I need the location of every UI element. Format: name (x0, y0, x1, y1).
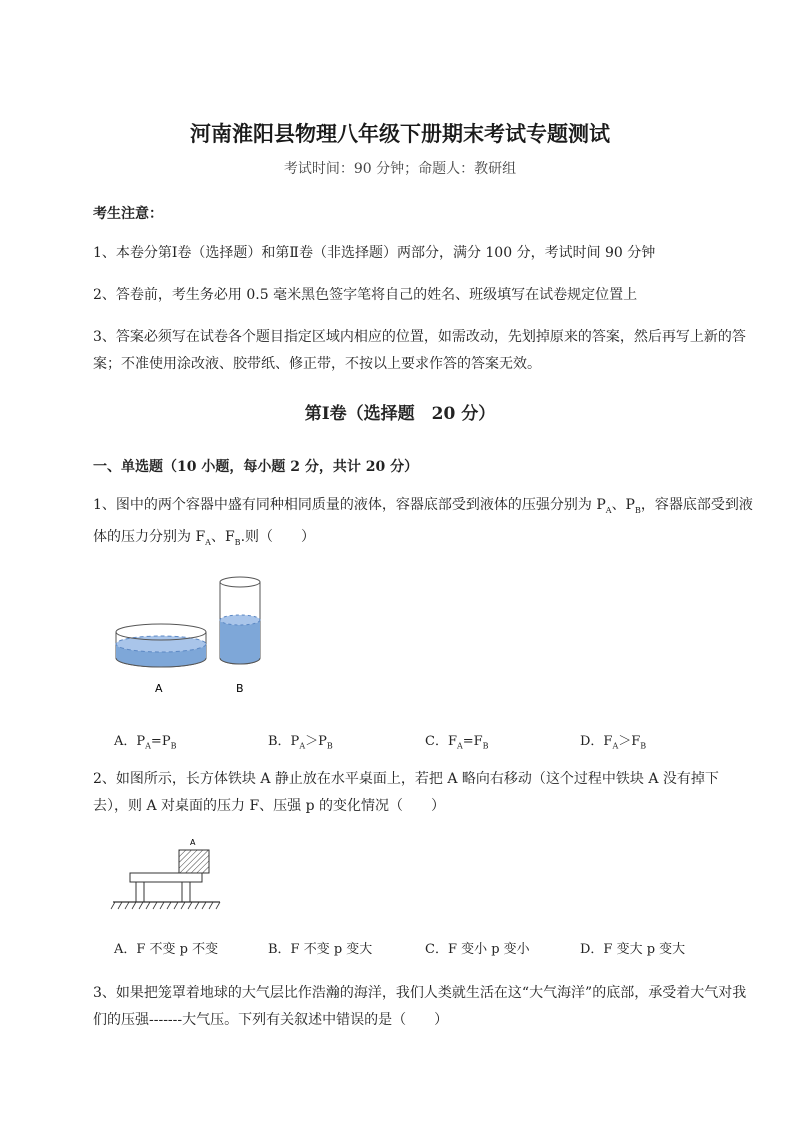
table-leg-right (182, 882, 190, 902)
q1-opt-d-text: D．F (580, 734, 613, 749)
q1-opt-a-text: A．P (114, 734, 146, 749)
table-leg-left (136, 882, 144, 902)
q1-opt-a-sub2: B (170, 741, 177, 751)
q1-opt-b-mid: ＞P (305, 734, 327, 749)
block-label: A (190, 838, 196, 847)
q1-opt-a-mid: =P (150, 734, 171, 749)
q1-sub-a2: A (205, 537, 211, 547)
q1-option-b[interactable] (268, 730, 333, 751)
q1-sep2: 、F (210, 528, 235, 545)
figure-label-b: B (236, 682, 244, 695)
q1-stem-mid: ，容器底部受到液体的压力分别为 F (93, 497, 753, 545)
container-a (116, 624, 206, 667)
q1-opt-a-sub1: A (145, 741, 151, 751)
q1-sep: 、P (611, 497, 635, 513)
q1-containers-figure (110, 570, 280, 700)
q1-sub-b2: B (234, 537, 241, 547)
q1-opt-b-sub1: A (299, 741, 306, 751)
q2-option-b[interactable]: B．F 不变 p 变大 (268, 942, 373, 957)
q1-opt-d-sub1: A (612, 741, 619, 751)
q2-option-d[interactable]: D．F 变大 p 变大 (580, 942, 686, 957)
q1-opt-c-mid: =F (462, 734, 483, 749)
figure-label-a: A (155, 682, 163, 695)
page-title: 河南淮阳县物理八年级下册期末考试专题测试 (190, 121, 610, 146)
q1-stem-prefix: 1、图中的两个容器中盛有同种相同质量的液体，容器底部受到液体的压强分别为 P (93, 497, 606, 513)
notice-item-3: 3、答案必须写在试卷各个题目指定区域内相应的位置，如需改动，先划掉原来的答案，然后再写上新的答案；不准使用涂改液、胶带纸、修正带，不按以上要求作答的答案无效。 (93, 329, 746, 372)
q1-sub-a: A (605, 505, 612, 515)
q1-opt-d-sub2: B (640, 741, 647, 751)
container-b (220, 577, 260, 664)
question-1-stem (93, 492, 753, 556)
q1-opt-c-sub2: B (482, 741, 489, 751)
notice-item-2: 2、答卷前，考生务必用 0.5 毫米黑色签字笔将自己的姓名、班级填写在试卷规定位置上 (93, 287, 638, 303)
section-title: 第Ⅰ卷（选择题 20 分） (304, 404, 496, 424)
q2-option-a[interactable]: A．F 不变 p 不变 (114, 942, 219, 957)
iron-block-a (179, 850, 209, 873)
exam-info: 考试时间：90 分钟；命题人：教研组 (283, 161, 517, 177)
q1-sub-b: B (634, 505, 641, 515)
table-top (130, 873, 202, 882)
question-3-stem: 3、如果把笼罩着地球的大气层比作浩瀚的海洋，我们人类就生活在这“大气海洋”的底部，承受着大气对我们的压强-------大气压。下列有关叙述中错误的是（ ） (93, 985, 747, 1028)
q1-opt-c-sub1: A (456, 741, 463, 751)
q1-stem-end: .则（ ） (240, 528, 316, 545)
q2-option-c[interactable]: C．F 变小 p 变小 (425, 942, 530, 957)
question-2-stem: 2、如图所示，长方体铁块 A 静止放在水平桌面上，若把 A 略向右移动（这个过程中铁块 A 没有掉下去），则 A 对桌面的压力 F、压强 p 的变化情况（ ） (93, 771, 719, 814)
q1-opt-b-sub2: B (326, 741, 333, 751)
q1-option-a[interactable] (114, 730, 176, 751)
q1-opt-d-mid: ＞F (618, 734, 641, 749)
part-heading: 一、单选题（10 小题，每小题 2 分，共计 20 分） (93, 459, 419, 475)
notice-heading: 考生注意： (93, 206, 163, 222)
q1-opt-c-text: C．F (425, 734, 457, 749)
floor-hatching (111, 902, 220, 909)
q1-opt-b-text: B．P (268, 734, 300, 749)
q1-option-c[interactable] (425, 730, 489, 751)
q1-option-d[interactable] (580, 730, 646, 751)
notice-item-1: 1、本卷分第Ⅰ卷（选择题）和第Ⅱ卷（非选择题）两部分，满分 100 分，考试时间 90 分钟 (93, 245, 656, 261)
q2-table-figure (110, 835, 225, 915)
